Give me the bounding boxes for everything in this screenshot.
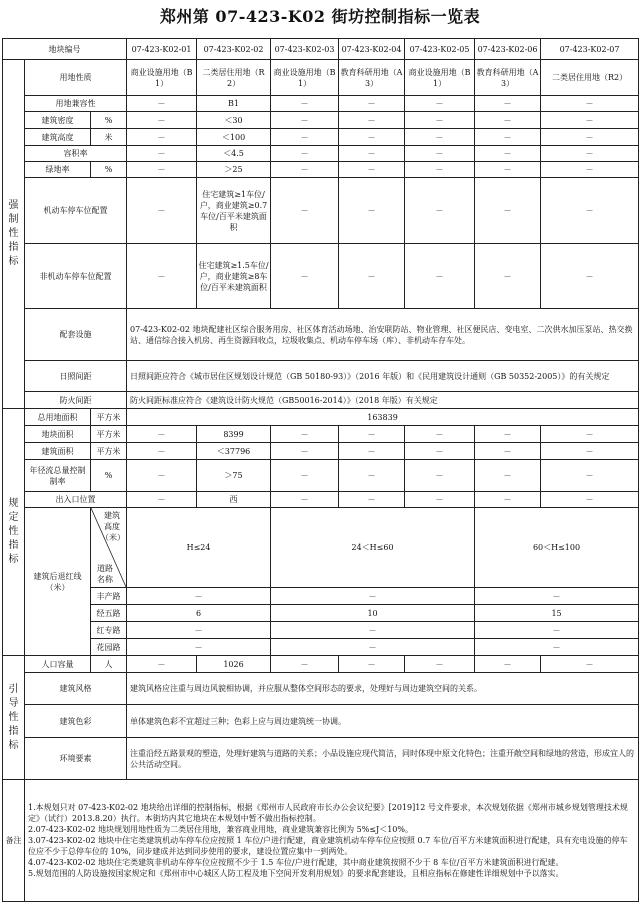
cell: － (339, 112, 405, 129)
cell: － (271, 112, 339, 129)
color-row (3, 705, 639, 738)
cell: 住宅建筑≥1.5车位/户，商业建筑≥8车位/百平米建筑面积 (197, 244, 271, 309)
unit: 人 (91, 656, 127, 673)
cell: － (405, 96, 475, 112)
cell: － (271, 622, 475, 639)
plot-id: 07-423-K02-03 (271, 39, 339, 60)
row-label: 建筑后退红线（米） (25, 508, 91, 656)
cell: － (475, 129, 541, 146)
cell: － (271, 426, 339, 443)
cell: － (405, 129, 475, 146)
cell: － (405, 162, 475, 178)
cell: － (541, 244, 639, 309)
row-label: 环境要素 (25, 738, 127, 780)
cell: － (405, 178, 475, 244)
note-item: 2.07-423-K02-02 地块规划用地性质为二类居住用地，兼容商业用地，商业建筑兼容比例为 5%≤J＜10%。 (28, 825, 413, 834)
cell: － (271, 656, 339, 673)
cell: － (127, 656, 197, 673)
environment-row (3, 738, 639, 780)
cell: － (339, 443, 405, 460)
cell: ＜100 (197, 129, 271, 146)
cell: － (339, 656, 405, 673)
plot-no-label: 地块编号 (3, 39, 127, 60)
row-label: 年径流总量控制制率 (25, 460, 91, 492)
population-row (3, 656, 639, 673)
cell: － (405, 492, 475, 508)
note-item: 1.本规划只对 07-423-K02-02 地块给出详细的控制指标，根据《郑州市人民政府市长办公会议纪要》[2019]12 号文件要求，本次规划依据《郑州市城乡规划管理技术规定》（试行）2013.8.20）执行。本街坊内其它地块在本规划中暂不做出指标控制。 (28, 803, 628, 823)
row-label: 日照间距 (25, 361, 127, 392)
density-row (3, 112, 639, 129)
cell: ＞75 (197, 460, 271, 492)
cell: － (475, 426, 541, 443)
plot-id: 07-423-K02-01 (127, 39, 197, 60)
plot-id: 07-423-K02-02 (197, 39, 271, 60)
row-label: 防火间距 (25, 392, 127, 409)
cell: － (541, 656, 639, 673)
height-band: 24＜H≤60 (271, 508, 475, 588)
cell: － (339, 492, 405, 508)
unit: % (91, 460, 127, 492)
cell: 15 (475, 605, 639, 622)
cell: － (475, 96, 541, 112)
cell: － (271, 162, 339, 178)
cell: － (271, 129, 339, 146)
row-label: 容积率 (25, 146, 127, 162)
cell: － (271, 146, 339, 162)
cell: － (339, 96, 405, 112)
cell: － (541, 426, 639, 443)
cell: 住宅建筑≥1车位/户，商业建筑≥0.7车位/百平米建筑面积 (197, 178, 271, 244)
note-item: 4.07-423-K02-02 地块住宅类建筑非机动车停车位应按照不少于 1.5 车位/户进行配建，其中商业建筑按照不少于 8 车位/百平方米建筑面积进行配建。 (28, 858, 564, 867)
diagonal-header-cell (91, 508, 127, 588)
facilities-row (3, 309, 639, 361)
setback-header-row (3, 508, 639, 588)
cell: － (271, 244, 339, 309)
cell: － (339, 162, 405, 178)
cell: － (475, 639, 639, 656)
cell: － (339, 244, 405, 309)
plot-area-row (3, 426, 639, 443)
cell: － (271, 443, 339, 460)
cell: － (405, 426, 475, 443)
cell: － (271, 96, 339, 112)
cell: 二类居住用地（R2） (197, 60, 271, 96)
unit: 平方米 (91, 443, 127, 460)
facilities-text: 07-423-K02-02 地块配建社区综合服务用房、社区体育活动场地、治安联防站、物业管理、社区便民店、变电室、二次供水加压泵站、热交换站、通信综合接入机房、再生资源回收点，垃圾收集点、机动车停车场（库）、非机动车存车处。 (127, 309, 639, 361)
cell: － (127, 639, 271, 656)
cell: 8399 (197, 426, 271, 443)
green-row (3, 162, 639, 178)
cell: － (405, 112, 475, 129)
note-item: 3.07-423-K02-02 地块中住宅类建筑机动车停车位应按照 1 车位/户进行配建，商业建筑机动车停车位应按照 0.7 车位/百平方米建筑面积进行配建，具有充电设施的停车位应不少于总停车位的 10%，同步建成并达到同步使用的要求，建设位置应集中一到两处。 (28, 836, 628, 856)
cell: － (475, 162, 541, 178)
row-label: 建筑风格 (25, 673, 127, 705)
setback-road-row (3, 622, 639, 639)
row-label: 建筑色彩 (25, 705, 127, 738)
notes-block (25, 780, 639, 902)
control-index-table (2, 38, 639, 902)
mandatory-section-label: 强制性指标 (3, 60, 25, 409)
cell: － (405, 244, 475, 309)
row-label: 绿地率 (25, 162, 91, 178)
style-row (3, 673, 639, 705)
motor-parking-row (3, 178, 639, 244)
diag-height-label: 建筑高度（米） (101, 511, 126, 542)
bldg-area-row (3, 443, 639, 460)
cell: － (541, 129, 639, 146)
cell: ＜37796 (197, 443, 271, 460)
cell: － (405, 460, 475, 492)
plot-id: 07-423-K02-05 (405, 39, 475, 60)
cell: － (271, 492, 339, 508)
cell: 10 (271, 605, 475, 622)
compat-row (3, 96, 639, 112)
environment-text: 注重沿经五路景观的塑造，处理好建筑与道路的关系；小品设施应现代简洁，同时体现中原文化特色；注重开敞空间和绿地的营造，形成宜人的公共活动空间。 (127, 738, 639, 780)
row-label: 用地兼容性 (25, 96, 127, 112)
total-area-value: 163839 (127, 409, 639, 426)
row-label: 用地性质 (25, 60, 127, 96)
unit: 米 (91, 129, 127, 146)
cell: － (475, 492, 541, 508)
cell: － (541, 162, 639, 178)
cell: － (127, 426, 197, 443)
cell: 1026 (197, 656, 271, 673)
control-index-table-wrapper (2, 38, 638, 902)
page-title: 郑州第 07-423-K02 街坊控制指标一览表 (159, 7, 481, 26)
cell: 西 (197, 492, 271, 508)
land-use-row (3, 60, 639, 96)
cell: － (127, 96, 197, 112)
cell: － (475, 146, 541, 162)
fire-text: 防火间距标准应符合《建筑设计防火规范（GB50016-2014）》（2018 年版）有关规定 (127, 392, 639, 409)
row-label: 建筑密度 (25, 112, 91, 129)
row-label: 建筑高度 (25, 129, 91, 146)
cell: － (339, 178, 405, 244)
row-label: 配套设施 (25, 309, 127, 361)
cell: － (127, 460, 197, 492)
height-band: 60＜H≤100 (475, 508, 639, 588)
row-label: 人口容量 (25, 656, 91, 673)
cell: － (127, 622, 271, 639)
cell: ＜30 (197, 112, 271, 129)
cell: － (127, 112, 197, 129)
cell: － (127, 129, 197, 146)
cell: － (475, 244, 541, 309)
cell: － (271, 639, 475, 656)
runoff-row (3, 460, 639, 492)
cell: － (541, 460, 639, 492)
diag-road-label: 道路名称 (97, 564, 113, 584)
cell: B1 (197, 96, 271, 112)
cell: － (127, 244, 197, 309)
height-row (3, 129, 639, 146)
cell: － (339, 129, 405, 146)
color-text: 单体建筑色彩不宜超过三种；色彩上应与周边建筑统一协调。 (127, 705, 639, 738)
cell: － (475, 112, 541, 129)
cell: 教育科研用地（A3） (475, 60, 541, 96)
cell: － (541, 146, 639, 162)
setback-road-row (3, 605, 639, 622)
cell: 教育科研用地（A3） (339, 60, 405, 96)
notes-section-label: 备注 (3, 780, 25, 902)
setback-road-row (3, 639, 639, 656)
cell: － (475, 588, 639, 605)
cell: － (405, 656, 475, 673)
cell: － (271, 460, 339, 492)
cell: － (475, 178, 541, 244)
cell: － (541, 112, 639, 129)
cell: 商业设施用地（B1） (271, 60, 339, 96)
header-row (3, 39, 639, 60)
cell: － (541, 96, 639, 112)
cell: － (127, 443, 197, 460)
unit: 平方米 (91, 409, 127, 426)
cell: － (475, 622, 639, 639)
fire-row (3, 392, 639, 409)
cell: ＜4.5 (197, 146, 271, 162)
row-label: 机动车停车位配置 (25, 178, 127, 244)
cell: － (339, 460, 405, 492)
row-label: 总用地面积 (25, 409, 91, 426)
guiding-section-label: 引导性指标 (3, 656, 25, 780)
regulatory-section-label: 规定性指标 (3, 409, 25, 656)
cell: － (339, 146, 405, 162)
unit: % (91, 112, 127, 129)
sunlight-row (3, 361, 639, 392)
row-label: 非机动车停车位配置 (25, 244, 127, 309)
road-name: 经五路 (91, 605, 127, 622)
plot-id: 07-423-K02-06 (475, 39, 541, 60)
far-row (3, 146, 639, 162)
cell: 二类居住用地（R2） (541, 60, 639, 96)
row-label: 建筑面积 (25, 443, 91, 460)
entrances-row (3, 492, 639, 508)
cell: － (127, 162, 197, 178)
unit: 平方米 (91, 426, 127, 443)
road-name: 花园路 (91, 639, 127, 656)
plot-id: 07-423-K02-07 (541, 39, 639, 60)
cell: － (541, 492, 639, 508)
road-name: 红专路 (91, 622, 127, 639)
cell: － (127, 588, 271, 605)
road-name: 丰产路 (91, 588, 127, 605)
cell: － (405, 443, 475, 460)
cell: － (475, 656, 541, 673)
cell: － (127, 178, 197, 244)
cell: ＞25 (197, 162, 271, 178)
setback-road-row (3, 588, 639, 605)
style-text: 建筑风格应注重与周边风貌相协调，并应服从整体空间形态的要求，处理好与周边建筑空间的关系。 (127, 673, 639, 705)
cell: － (475, 443, 541, 460)
cell: － (127, 492, 197, 508)
cell: － (271, 588, 475, 605)
unit: % (91, 162, 127, 178)
cell: － (541, 178, 639, 244)
cell: 商业设施用地（B1） (127, 60, 197, 96)
sunlight-text: 日照间距应符合《城市居住区规划设计规范（GB 50180-93）》（2016 年版）和《民用建筑设计通则（GB 50352-2005）》的有关规定 (127, 361, 639, 392)
cell: － (475, 460, 541, 492)
row-label: 地块面积 (25, 426, 91, 443)
note-item: 5.规划范围的人防设施按国家规定和《郑州市中心城区人防工程及地下空间开发利用规划》的要求配套建设，且相应指标在修建性详细规划中予以落实。 (28, 869, 564, 878)
nonmotor-parking-row (3, 244, 639, 309)
cell: － (271, 178, 339, 244)
plot-id: 07-423-K02-04 (339, 39, 405, 60)
cell: － (127, 146, 197, 162)
height-band: H≤24 (127, 508, 271, 588)
cell: － (339, 426, 405, 443)
total-area-row (3, 409, 639, 426)
cell: － (405, 146, 475, 162)
cell: － (541, 443, 639, 460)
notes-row (3, 780, 639, 902)
cell: 商业设施用地（B1） (405, 60, 475, 96)
cell: 6 (127, 605, 271, 622)
row-label: 出入口位置 (25, 492, 127, 508)
